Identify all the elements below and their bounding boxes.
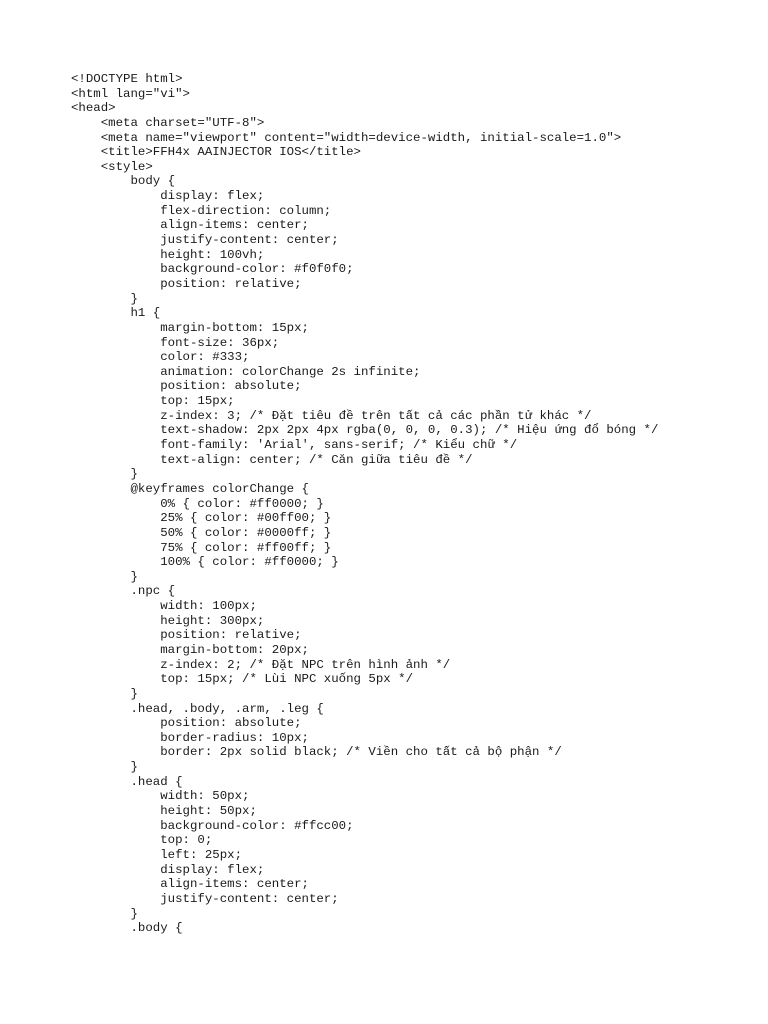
code-line: top: 15px; [71,394,235,409]
code-line: text-shadow: 2px 2px 4px rgba(0, 0, 0, 0.3); /* Hiệu ứng đổ bóng */ [71,423,659,438]
code-line: } [71,291,138,306]
code-line: display: flex; [71,189,265,204]
code-line: .head { [71,774,183,789]
code-line: margin-bottom: 20px; [71,642,309,657]
code-line: 0% { color: #ff0000; } [71,496,324,511]
code-line: position: relative; [71,628,302,643]
code-line: justify-content: center; [71,891,339,906]
code-listing [71,72,658,936]
code-line: 75% { color: #ff00ff; } [71,540,332,555]
code-line: } [71,906,138,921]
code-line: color: #333; [71,350,250,365]
code-line: height: 300px; [71,613,265,628]
code-line: <html lang="vi"> [71,86,190,101]
code-line: align-items: center; [71,218,309,233]
code-line: left: 25px; [71,847,243,862]
code-line: h1 { [71,306,161,321]
code-line: .head, .body, .arm, .leg { [71,701,324,716]
code-line: position: absolute; [71,716,302,731]
code-line: } [71,467,138,482]
code-line: justify-content: center; [71,233,339,248]
code-line: z-index: 2; /* Đặt NPC trên hình ảnh */ [71,657,451,672]
code-line: z-index: 3; /* Đặt tiêu đề trên tất cả các phần tử khác */ [71,408,592,423]
code-line: 100% { color: #ff0000; } [71,555,339,570]
code-line: background-color: #ffcc00; [71,818,354,833]
code-line: 50% { color: #0000ff; } [71,525,332,540]
code-line: <style> [71,159,153,174]
code-line: <title>FFH4x AAINJECTOR IOS</title> [71,145,361,160]
code-line: height: 50px; [71,804,257,819]
code-line: .body { [71,921,183,936]
code-line: <meta name="viewport" content="width=device-width, initial-scale=1.0"> [71,130,622,145]
code-line: width: 50px; [71,789,250,804]
code-line: @keyframes colorChange { [71,481,309,496]
code-line: } [71,686,138,701]
code-line: flex-direction: column; [71,203,332,218]
code-line: border: 2px solid black; /* Viền cho tất cả bộ phận */ [71,745,562,760]
code-line: } [71,760,138,775]
code-line: border-radius: 10px; [71,730,309,745]
code-line: position: relative; [71,276,302,291]
code-line: body { [71,174,176,189]
code-line: .npc { [71,584,176,599]
code-line: top: 0; [71,833,213,848]
code-line: 25% { color: #00ff00; } [71,511,332,526]
code-line: } [71,569,138,584]
code-line: align-items: center; [71,877,309,892]
code-line: animation: colorChange 2s infinite; [71,364,421,379]
code-line: top: 15px; /* Lùi NPC xuống 5px */ [71,672,414,687]
code-line: text-align: center; /* Căn giữa tiêu đề */ [71,452,473,467]
code-line: font-size: 36px; [71,335,280,350]
code-line: <meta charset="UTF-8"> [71,115,265,130]
code-line: font-family: 'Arial', sans-serif; /* Kiểu chữ */ [71,438,518,453]
code-line: background-color: #f0f0f0; [71,262,354,277]
code-line: <head> [71,101,116,116]
code-line: margin-bottom: 15px; [71,320,309,335]
code-line: <!DOCTYPE html> [71,72,183,86]
code-line: display: flex; [71,862,265,877]
code-line: width: 100px; [71,599,257,614]
code-line: position: absolute; [71,379,302,394]
code-line: height: 100vh; [71,247,265,262]
